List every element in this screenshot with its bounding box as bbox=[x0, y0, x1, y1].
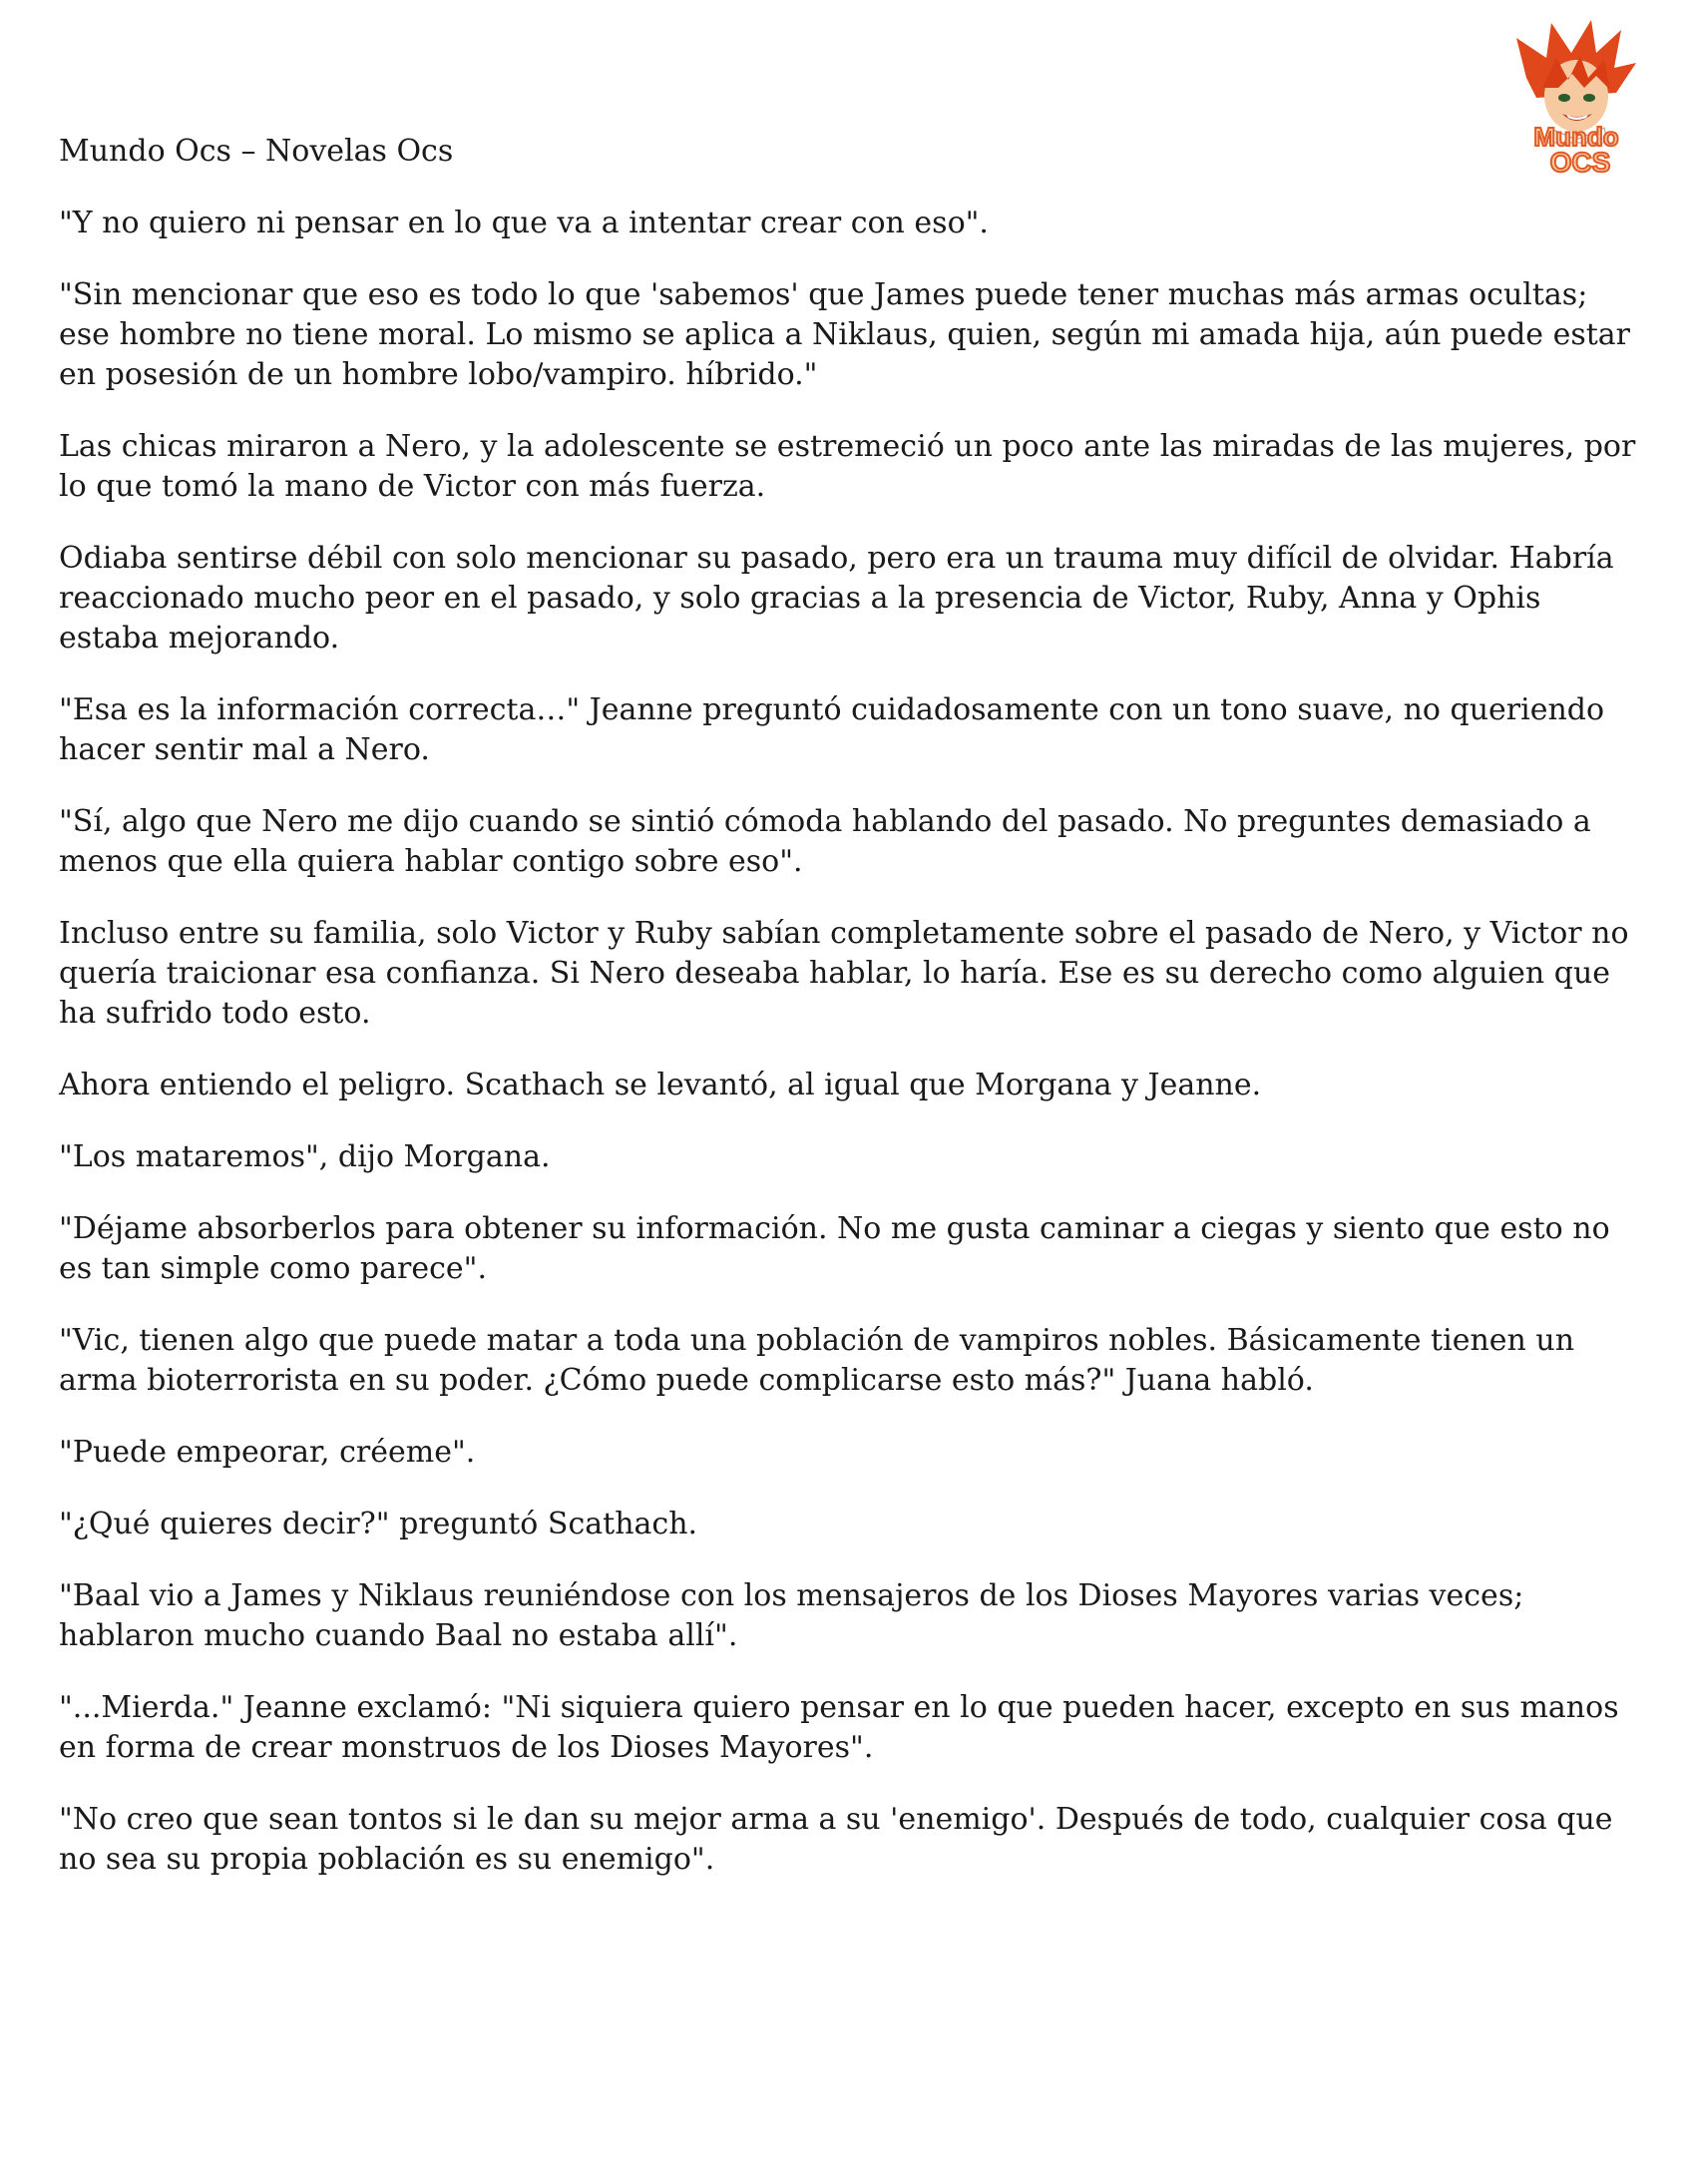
paragraph: "Puede empeorar, créeme". bbox=[59, 1435, 476, 1470]
paragraph: Las chicas miraron a Nero, y la adolescente se estremeció un poco ante las miradas de las mujeres, por lo que tomó la mano de Victor con más fuerza. bbox=[59, 429, 1636, 504]
paragraph: "Vic, tienen algo que puede matar a toda una población de vampiros nobles. Básicamente tienen un arma bioterrorista en su poder. ¿Cómo puede complicarse esto más?" Juana habló. bbox=[59, 1323, 1575, 1398]
paragraph: "Sí, algo que Nero me dijo cuando se sintió cómoda hablando del pasado. No preguntes demasiado a menos que ella quiera hablar contigo sobre eso". bbox=[59, 804, 1591, 879]
paragraph: "Los mataremos", dijo Morgana. bbox=[59, 1139, 551, 1174]
paragraph: "Y no quiero ni pensar en lo que va a intentar crear con eso". bbox=[59, 206, 989, 240]
paragraph: Ahora entiendo el peligro. Scathach se levantó, al igual que Morgana y Jeanne. bbox=[59, 1068, 1262, 1102]
paragraph: "Sin mencionar que eso es todo lo que 'sabemos' que James puede tener muchas más armas ocultas; ese hombre no tiene moral. Lo mismo se aplica a Niklaus, quien, según mi amada hija, aún puede estar en posesión de un hombre lobo/vampiro. híbrido." bbox=[59, 277, 1631, 392]
logo-text-mundo: Mundo bbox=[1533, 122, 1619, 152]
paragraph: Odiaba sentirse débil con solo mencionar su pasado, pero era un trauma muy difícil de olvidar. Habría reaccionado mucho peor en el pasado, y solo gracias a la presencia de Victor, Ruby, Anna y Ophis estaba mejorando. bbox=[59, 541, 1614, 655]
paragraph: "¿Qué quieres decir?" preguntó Scathach. bbox=[59, 1507, 698, 1541]
paragraph: "Baal vio a James y Niklaus reuniéndose con los mensajeros de los Dioses Mayores varias veces; hablaron mucho cuando Baal no estaba allí". bbox=[59, 1578, 1524, 1653]
paragraph: Incluso entre su familia, solo Victor y Ruby sabían completamente sobre el pasado de Nero, y Victor no quería traicionar esa confianza. Si Nero deseaba hablar, lo haría. Ese es su derecho como alguien que ha sufrido todo esto. bbox=[59, 916, 1629, 1031]
paragraph: "...Mierda." Jeanne exclamó: "Ni siquiera quiero pensar en lo que pueden hacer, excepto en sus manos en forma de crear monstruos de los Dioses Mayores". bbox=[59, 1690, 1619, 1765]
paragraph: "Esa es la información correcta…" Jeanne preguntó cuidadosamente con un tono suave, no queriendo hacer sentir mal a Nero. bbox=[59, 692, 1605, 767]
paragraph: "No creo que sean tontos si le dan su mejor arma a su 'enemigo'. Después de todo, cualquier cosa que no sea su propia población es su enemigo". bbox=[59, 1802, 1613, 1877]
document-body bbox=[59, 132, 1640, 1912]
document-header: Mundo Ocs – Novelas Ocs bbox=[59, 134, 454, 169]
paragraph: "Déjame absorberlos para obtener su información. No me gusta caminar a ciegas y siento que esto no es tan simple como parece". bbox=[59, 1211, 1610, 1286]
logo-text-ocs: OCS bbox=[1549, 147, 1611, 178]
